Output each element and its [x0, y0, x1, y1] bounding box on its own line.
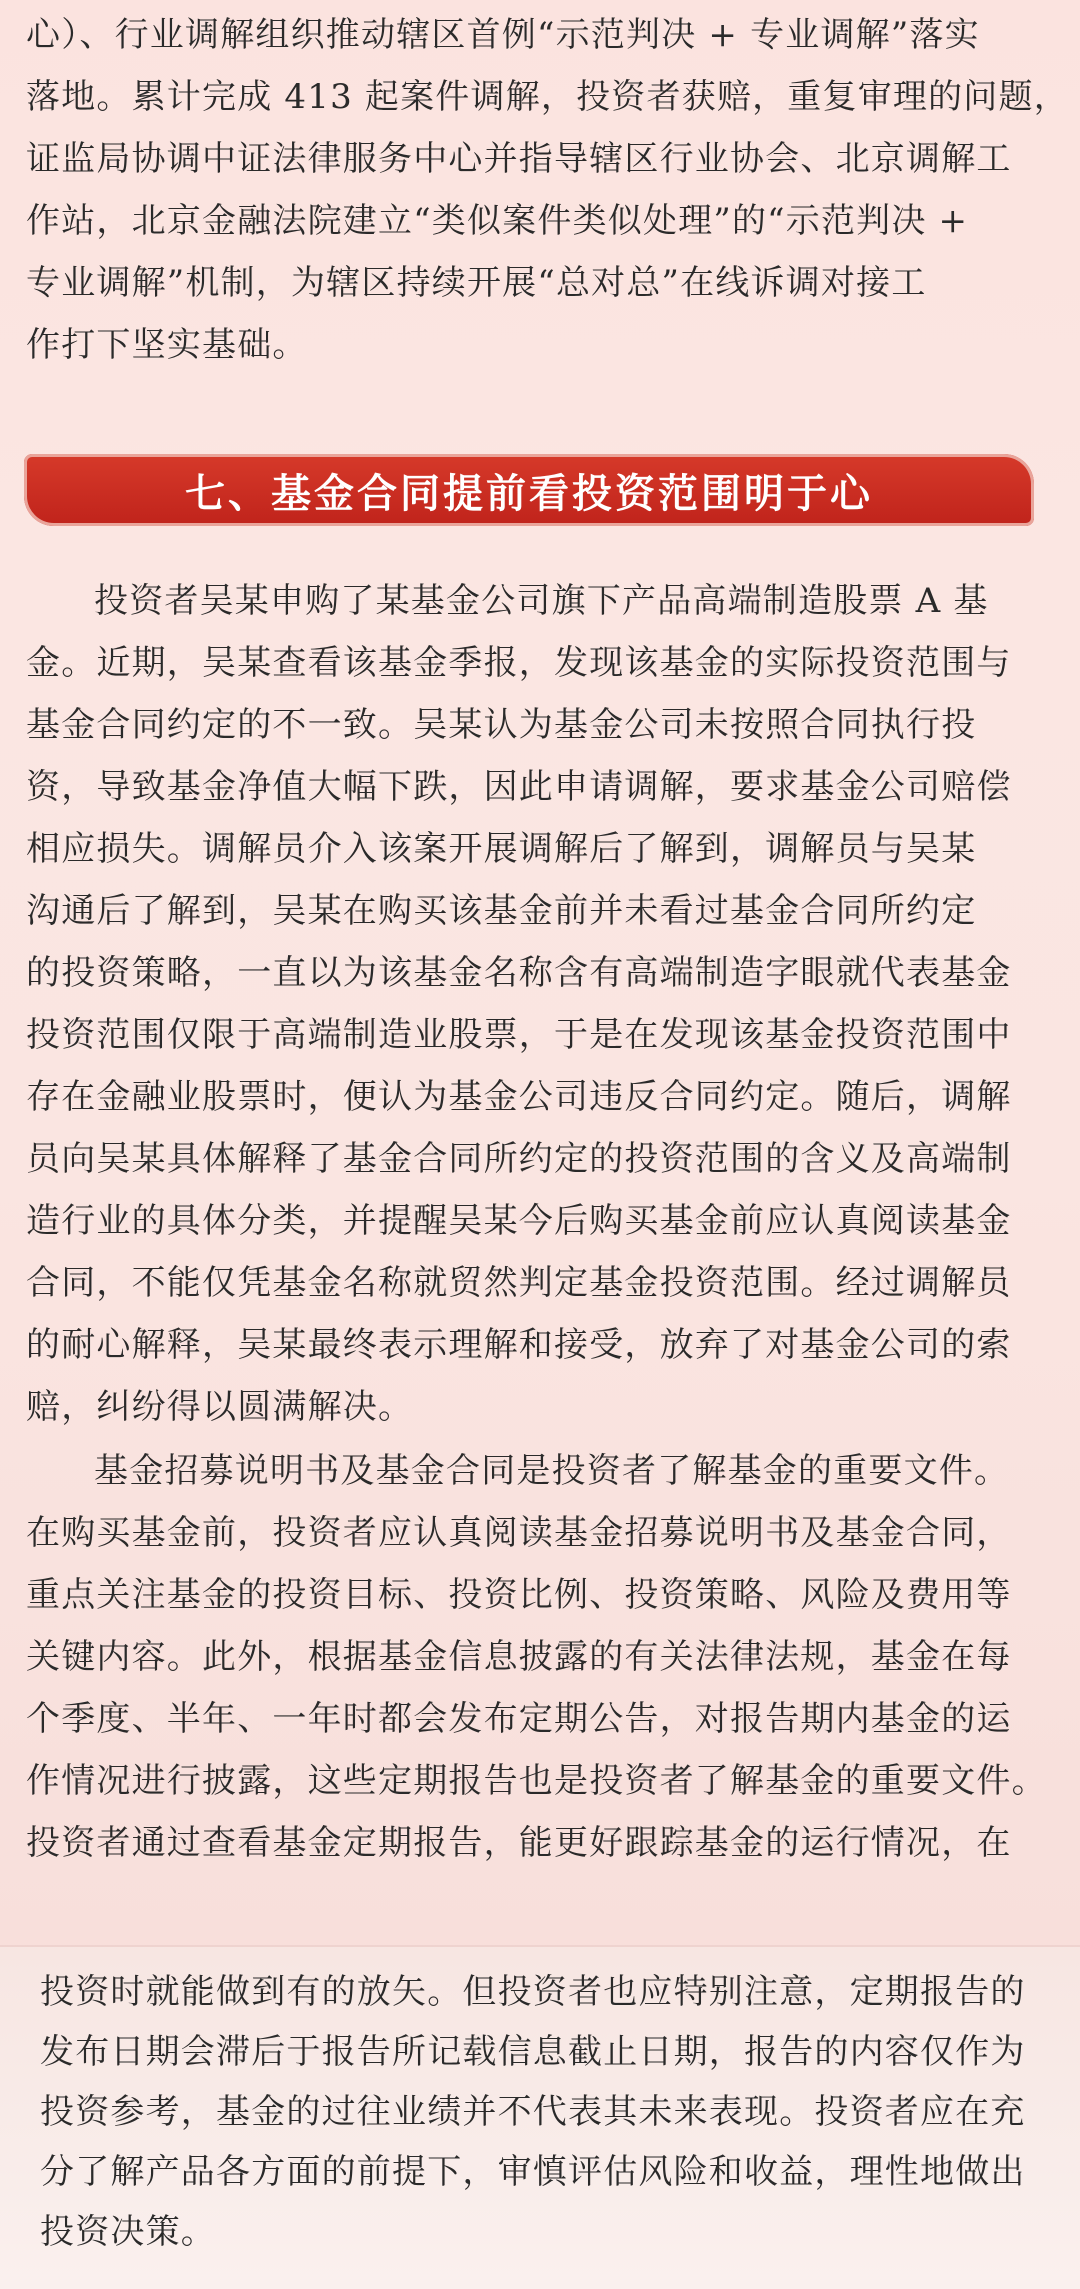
text-line: 作站，北京金融法院建立“类似案件类似处理”的“示范判决 + — [26, 201, 969, 241]
text-line: 发布日期会滞后于报告所记载信息截止日期，报告的内容仅作为 — [40, 2032, 1026, 2072]
text-line: 投资范围仅限于高端制造业股票，于是在发现该基金投资范围中 — [26, 1015, 1012, 1055]
text-line: 关键内容。此外，根据基金信息披露的有关法律法规，基金在每 — [26, 1637, 1012, 1677]
text-line: 落地。累计完成 413 起案件调解，投资者获赔，重复审理的问题， — [26, 77, 1069, 117]
text-line: 的耐心解释，吴某最终表示理解和接受，放弃了对基金公司的索 — [26, 1325, 1012, 1365]
text-line: 的投资策略，一直以为该基金名称含有高端制造字眼就代表基金 — [26, 953, 1012, 993]
text-line: 基金合同约定的不一致。吴某认为基金公司未按照合同执行投 — [26, 705, 977, 745]
text-line: 专业调解”机制，为辖区持续开展“总对总”在线诉调对接工 — [26, 263, 927, 303]
text-line: 资，导致基金净值大幅下跌，因此申请调解，要求基金公司赔偿 — [26, 767, 1012, 807]
text-line: 作打下坚实基础。 — [26, 325, 308, 365]
text-line: 重点关注基金的投资目标、投资比例、投资策略、风险及费用等 — [26, 1575, 1012, 1615]
bottom-paragraph — [40, 1962, 1060, 2262]
section-title-banner — [24, 454, 1034, 526]
text-line: 造行业的具体分类，并提醒吴某今后购买基金前应认真阅读基金 — [26, 1201, 1012, 1241]
case-paragraph — [26, 570, 1054, 1438]
text-line: 投资者吴某申购了某基金公司旗下产品高端制造股票 A 基 — [94, 581, 989, 621]
text-line: 投资时就能做到有的放矢。但投资者也应特别注意，定期报告的 — [40, 1972, 1026, 2012]
text-line: 作情况进行披露，这些定期报告也是投资者了解基金的重要文件。 — [26, 1761, 1047, 1801]
text-line: 投资参考，基金的过往业绩并不代表其未来表现。投资者应在充 — [40, 2092, 1026, 2132]
text-line: 赔，纠纷得以圆满解决。 — [26, 1387, 414, 1427]
text-line: 相应损失。调解员介入该案开展调解后了解到，调解员与吴某 — [26, 829, 977, 869]
text-line: 心）、行业调解组织推动辖区首例“示范判决 + 专业调解”落实 — [26, 15, 980, 55]
text-line: 分了解产品各方面的前提下，审慎评估风险和收益，理性地做出 — [40, 2152, 1026, 2192]
text-line: 员向吴某具体解释了基金合同所约定的投资范围的含义及高端制 — [26, 1139, 1012, 1179]
text-line: 基金招募说明书及基金合同是投资者了解基金的重要文件。 — [94, 1451, 1010, 1491]
text-line: 沟通后了解到，吴某在购买该基金前并未看过基金合同所约定 — [26, 891, 977, 931]
text-line: 证监局协调中证法律服务中心并指导辖区行业协会、北京调解工 — [26, 139, 1012, 179]
text-line: 在购买基金前，投资者应认真阅读基金招募说明书及基金合同， — [26, 1513, 1012, 1553]
text-line: 金。近期，吴某查看该基金季报，发现该基金的实际投资范围与 — [26, 643, 1012, 683]
text-line: 个季度、半年、一年时都会发布定期公告，对报告期内基金的运 — [26, 1699, 1012, 1739]
advice-paragraph — [26, 1440, 1054, 1874]
text-line: 投资决策。 — [40, 2212, 216, 2252]
text-line: 存在金融业股票时，便认为基金公司违反合同约定。随后，调解 — [26, 1077, 1012, 1117]
text-line: 合同，不能仅凭基金名称就贸然判定基金投资范围。经过调解员 — [26, 1263, 1012, 1303]
intro-paragraph — [26, 4, 1069, 376]
text-line: 投资者通过查看基金定期报告，能更好跟踪基金的运行情况，在 — [26, 1823, 1012, 1863]
section-title: 七、基金合同提前看投资范围明于心 — [185, 470, 873, 517]
